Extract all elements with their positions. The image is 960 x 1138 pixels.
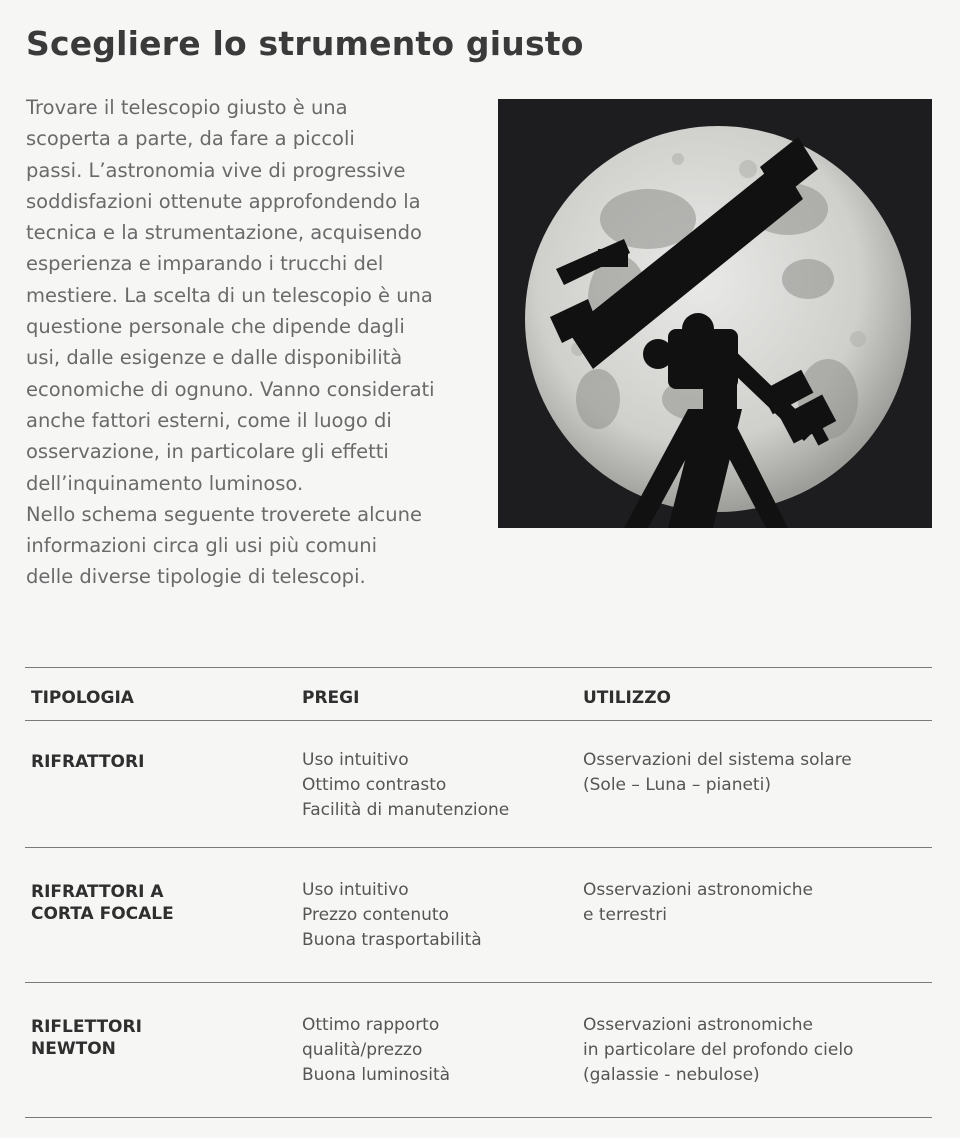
telescope-moon-photo <box>498 99 932 528</box>
table-rule <box>25 1117 932 1118</box>
table-header-row <box>25 668 932 720</box>
telescope-types-table <box>25 667 932 1118</box>
header-tipologia: TIPOLOGIA <box>31 688 134 708</box>
table-row <box>25 848 932 982</box>
row-pregi: Uso intuitivo Ottimo contrasto Facilità di manutenzione <box>302 750 510 820</box>
row-tipologia: RIFRATTORI <box>31 752 145 772</box>
row-pregi: Uso intuitivo Prezzo contenuto Buona trasportabilità <box>302 880 482 950</box>
header-utilizzo: UTILIZZO <box>583 688 671 708</box>
row-tipologia: RIFRATTORI A CORTA FOCALE <box>31 882 174 924</box>
header-pregi: PREGI <box>302 688 360 708</box>
row-pregi: Ottimo rapporto qualità/prezzo Buona luminosità <box>302 1015 451 1085</box>
table-row <box>25 721 932 847</box>
page-title: Scegliere lo strumento giusto <box>26 24 584 63</box>
row-tipologia: RIFLETTORI NEWTON <box>31 1017 142 1059</box>
table-row <box>25 983 932 1117</box>
row-utilizzo: Osservazioni astronomiche e terrestri <box>583 880 813 925</box>
row-utilizzo: Osservazioni astronomiche in particolare del profondo cielo (galassie - nebulose) <box>583 1015 854 1085</box>
intro-paragraph: Nello schema seguente troverete alcune informazioni circa gli usi più comuni delle diverse tipologie di telescopi. <box>26 502 422 589</box>
intro-text <box>26 92 486 593</box>
row-utilizzo: Osservazioni del sistema solare (Sole – Luna – pianeti) <box>583 750 852 795</box>
intro-paragraph: Trovare il telescopio giusto è una scoperta a parte, da fare a piccoli passi. L’astronomia vive di progressive soddisfazioni ottenute approfondendo la tecnica e la strumentazione, acquisendo esperienza e imparando i trucchi del mestiere. La scelta di un telescopio è una questione personale che dipende dagli usi, dalle esigenze e dalle disponibilità economiche di ognuno. Vanno considerati anche fattori esterni, come il luogo di osservazione, in particolare gli effetti dell’inquinamento luminoso. <box>26 96 435 495</box>
